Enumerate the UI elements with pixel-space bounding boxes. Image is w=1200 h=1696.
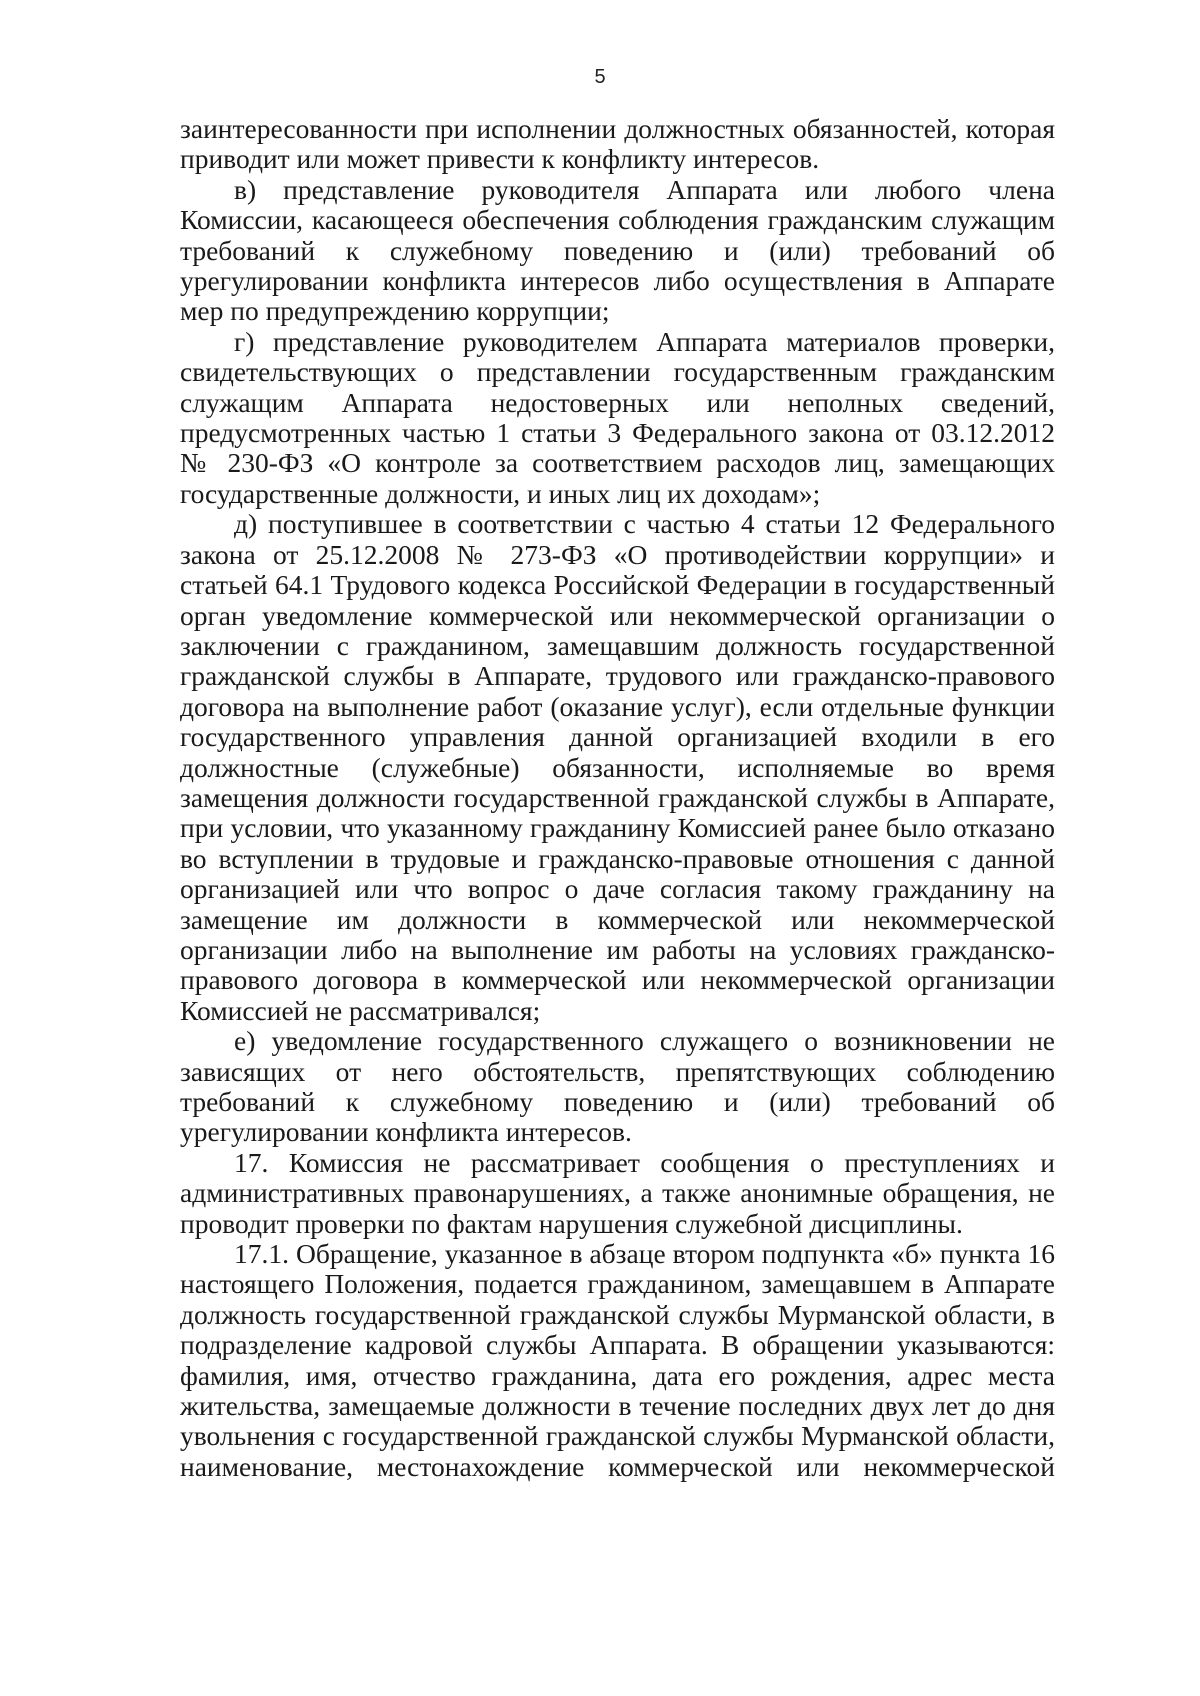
paragraph-item-e: е) уведомление государственного служащего о возникновении не зависящих от него обстоятельств, препятствующих соблюдению требований к служебному поведению и (или) требований об урегулировании конфликта интересов. [180, 1025, 1055, 1148]
paragraph-continuation: заинтересованности при исполнении должностных обязанностей, которая приводит или может привести к конфликту интересов. [180, 113, 1055, 175]
document-body [180, 114, 1055, 1482]
paragraph-clause-17-1: 17.1. Обращение, указанное в абзаце втором подпункта «б» пункта 16 настоящего Положения, подается гражданином, замещавшем в Аппарате должность государственной гражданской службы Мурманской области, в подразделение кадровой службы Аппарата. В обращении указываются: фамилия, имя, отчество гражданина, дата его рождения, адрес места жительства, замещаемые должности в течение последних двух лет до дня увольнения с государственной гражданской службы Мурманской области, наименование, местонахождение коммерческой или некоммерческой [180, 1238, 1055, 1482]
paragraph-item-v: в) представление руководителя Аппарата или любого члена Комиссии, касающееся обеспечения соблюдения гражданским служащим требований к служебному поведению и (или) требований об урегулировании конфликта интересов либо осуществления в Аппарате мер по предупреждению коррупции; [180, 173, 1055, 327]
paragraph-item-d: д) поступившее в соответствии с частью 4 статьи 12 Федерального закона от 25.12.2008 № 273-ФЗ «О противодействии коррупции» и статьей 64.1 Трудового кодекса Российской Федерации в государственный орган уведомление коммерческой или некоммерческой организации о заключении с гражданином, замещавшим должность государственной гражданской службы в Аппарате, трудового или гражданско-правового договора на выполнение работ (оказание услуг), если отдельные функции государственного управления данной организацией входили в его должностные (служебные) обязанности, исполняемые во время замещения должности государственной гражданской службы в Аппарате, при условии, что указанному гражданину Комиссией ранее было отказано во вступлении в трудовые и гражданско-правовые отношения с данной организацией или что вопрос о даче согласия такому гражданину на замещение им должности в коммерческой или некоммерческой организации либо на выполнение им работы на условиях гражданско-правового договора в коммерческой или некоммерческой организации Комиссией не рассматривался; [180, 508, 1055, 1026]
page-number: 5 [594, 66, 606, 88]
paragraph-item-g: г) представление руководителем Аппарата материалов проверки, свидетельствующих о представлении государственным гражданским служащим Аппарата недостоверных или неполных сведений, предусмотренных частью 1 статьи 3 Федерального закона от 03.12.2012 № 230-ФЗ «О контроле за соответствием расходов лиц, замещающих государственные должности, и иных лиц их доходам»; [180, 325, 1055, 509]
paragraph-clause-17: 17. Комиссия не рассматривает сообщения о преступлениях и административных правонарушениях, а также анонимные обращения, не проводит проверки по фактам нарушения служебной дисциплины. [180, 1146, 1055, 1239]
